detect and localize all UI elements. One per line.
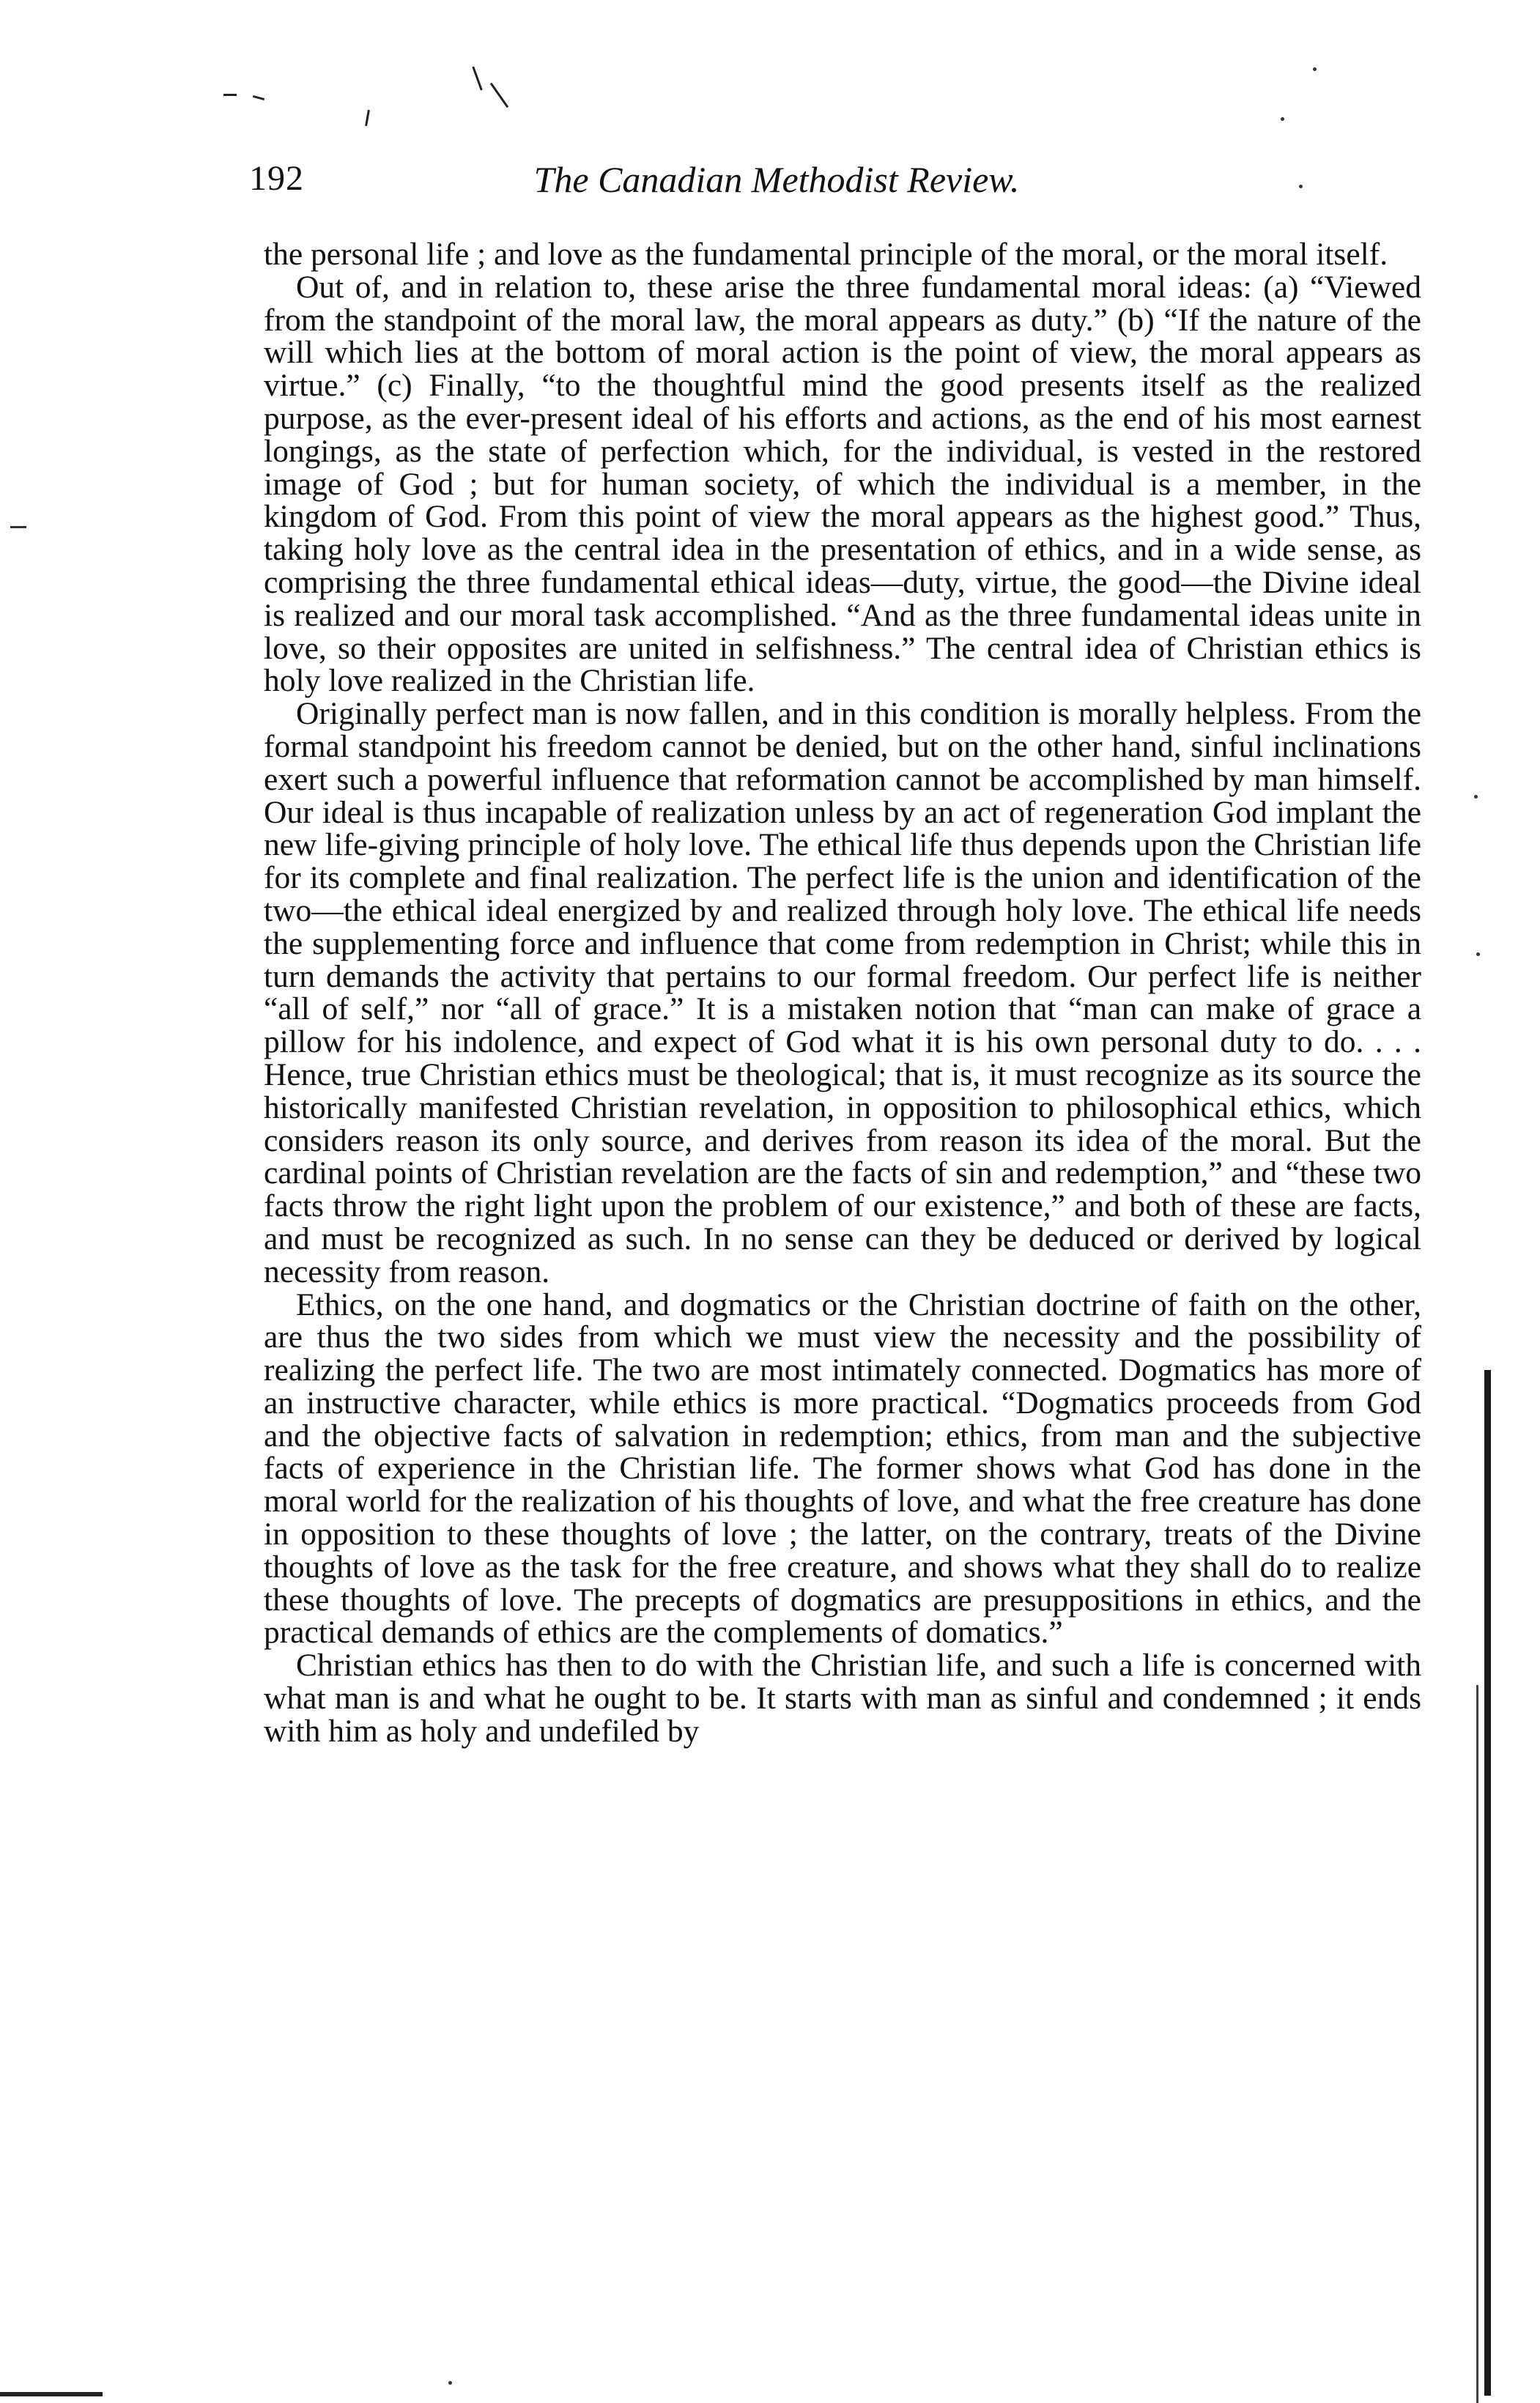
- margin-tick: [10, 526, 26, 528]
- paragraph-continuation: the personal life ; and love as the fundamental principle of the moral, or the moral itself.: [264, 237, 1388, 272]
- scan-speck: [1313, 67, 1317, 71]
- bottom-edge-mark: [0, 2392, 103, 2396]
- scan-mark: [223, 94, 237, 96]
- scan-speck: [1299, 185, 1303, 188]
- binding-edge: [1484, 1370, 1491, 2396]
- scan-speck: [1476, 952, 1480, 956]
- body-text: [264, 238, 1421, 1748]
- paragraph-moral-ideas: Out of, and in relation to, these arise the three fundamental moral ideas: (a) “Viewed from the standpoint of the moral law, the moral appears as duty.” (b) “If the nature of the will which lies at the bottom of moral action is the point of view, the moral appears as virtue.” (c) Finally, “to the thoughtful mind the good presents itself as the realized purpose, as the ever-present ideal of his efforts and actions, as the end of his most earnest longings, as the state of perfection which, for the individual, is vested in the restored image of God ; but for human society, of which the individual is a member, in the kingdom of God. From this point of view the moral appears as the highest good.” Thus, taking holy love as the central idea in the presentation of ethics, and in a wide sense, as comprising the three fundamental ethical ideas—duty, virtue, the good—the Divine ideal is realized and our moral task accomplished. “And as the three fundamental ideas unite in love, so their opposites are united in selfishness.” The central idea of Christian ethics is holy love realized in the Christian life.: [264, 269, 1421, 699]
- binding-edge-thin: [1476, 1685, 1478, 2403]
- scan-mark: [490, 83, 508, 108]
- scan-speck: [1474, 795, 1478, 799]
- page-header: [249, 154, 1304, 212]
- scan-mark: [365, 110, 370, 126]
- scan-speck: [1281, 117, 1284, 121]
- paragraph-ethics-dogmatics: Ethics, on the one hand, and dogmatics or the Christian doctrine of faith on the other, are thus the two sides from which we must view the necessity and the possibility of realizing the perfect life. The two are most intimately connected. Dogmatics has more of an instructive character, while ethics is more practical. “Dogmatics proceeds from God and the objective facts of salvation in redemption; ethics, from man and the subjective facts of experience in the Christian life. The former shows what God has done in the moral world for the realization of his thoughts of love, and what the free creature has done in opposition to these thoughts of love ; the latter, on the contrary, treats of the Divine thoughts of love as the task for the free creature, and shows what they shall do to realize these thoughts of love. The precepts of dogmatics are presuppositions in ethics, and the practical demands of ethics are the complements of domatics.”: [264, 1286, 1421, 1651]
- paragraph-christian-ethics: Christian ethics has then to do with the Christian life, and such a life is concerned with what man is and what he ought to be. It starts with man as sinful and condemned ; it ends with him as holy and undefiled by: [264, 1648, 1421, 1749]
- page-number: 192: [249, 159, 304, 198]
- scan-mark: [472, 67, 482, 91]
- scan-speck: [448, 2381, 452, 2385]
- scan-mark: [253, 95, 264, 100]
- paragraph-fallen-man: Originally perfect man is now fallen, and in this condition is morally helpless. From the formal standpoint his freedom cannot be denied, but on the other hand, sinful inclinations exert such a powerful influence that reformation cannot be accomplished by man himself. Our ideal is thus incapable of realization unless by an act of regeneration God implant the new life-giving principle of holy love. The ethical life thus depends upon the Christian life for its complete and final realization. The perfect life is the union and identification of the two—the ethical ideal energized by and realized through holy love. The ethical life needs the supplementing force and influence that come from redemption in Christ; while this in turn demands the activity that pertains to our formal freedom. Our perfect life is neither “all of self,” nor “all of grace.” It is a mistaken notion that “man can make of grace a pillow for his indolence, and expect of God what it is his own personal duty to do. . . . Hence, true Christian ethics must be theological; that is, it must recognize as its source the historically manifested Christian revelation, in opposition to philosophical ethics, which considers reason its only source, and derives from reason its idea of the moral. But the cardinal points of Christian revelation are the facts of sin and redemption,” and “these two facts throw the right light upon the problem of our existence,” and both of these are facts, and must be recognized as such. In no sense can they be deduced or derived by logical necessity from reason.: [264, 696, 1421, 1289]
- running-title: The Canadian Methodist Review.: [533, 159, 1020, 200]
